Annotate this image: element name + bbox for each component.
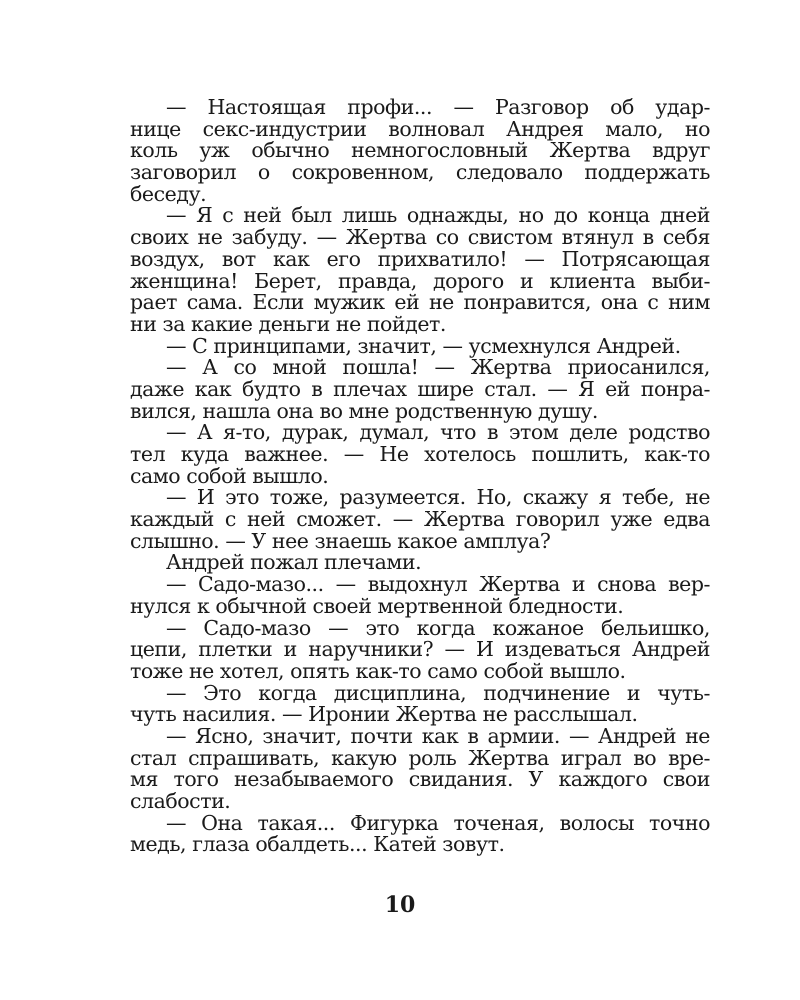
paragraph [130,552,710,574]
text-line: каждый с ней сможет. — Жертва говорил уже едва [130,507,710,532]
paragraph [130,723,710,813]
text-line: беседу. [130,181,207,206]
paragraph [130,487,710,552]
text-line: даже как будто в плечах шире стал. — Я ей понра- [130,376,710,401]
text-line: нице секс-индустрии волновал Андрея мало, но [130,116,710,141]
text-line: коль уж обычно немногословный Жертва вдруг [130,138,710,163]
paragraph [130,333,710,358]
text-line: тоже не хотел, опять как-то само собой вышло. [130,658,626,683]
text-line: мя того незабываемого свидания. У каждого свои [130,767,710,792]
text-line: рает сама. Если мужик ей не понравится, она с ним [130,290,710,315]
text-line: слышно. — У нее знаешь какое амплуа? [130,528,551,553]
paragraph [130,205,710,335]
text-line: воздух, вот как его прихватило! — Потрясающая [130,246,710,271]
text-line: медь, глаза обалдеть... Катей зовут. [130,832,505,857]
paragraph [130,422,710,487]
text-line: вился, нашла она во мне родственную душу. [130,398,598,423]
book-text [130,97,710,856]
text-line: цепи, плетки и наручники? — И издеваться Андрей [130,637,710,662]
text-line: заговорил о сокровенном, следовало поддержать [130,160,710,185]
paragraph [130,357,710,422]
text-line: — А я-то, дурак, думал, что в этом деле родство [166,420,710,445]
paragraph [130,97,710,205]
paragraph [130,680,710,727]
text-line: чуть насилия. — Иронии Жертва не расслышал. [130,702,638,727]
paragraph [130,810,710,857]
text-line: — Ясно, значит, почти как в армии. — Андрей не [166,723,710,748]
text-line: — Она такая... Фигурка точеная, волосы точно [166,810,710,835]
text-line: стал спрашивать, какую роль Жертва играл во вре- [130,745,710,770]
text-line: — Это когда дисциплина, подчинение и чуть- [166,680,710,705]
text-line: нулся к обычной своей мертвенной бледности. [130,593,624,618]
text-line: женщина! Берет, правда, дорого и клиента выби- [130,268,710,293]
text-line: само собой вышло. [130,463,329,488]
text-line: — Садо-мазо... — выдохнул Жертва и снова вер- [166,572,710,597]
text-line: — Настоящая профи... — Разговор об удар- [166,95,710,119]
page-body [130,97,710,856]
text-line: ни за какие деньги не пойдет. [130,311,446,336]
text-line: слабости. [130,789,231,813]
text-line: — И это тоже, разумеется. Но, скажу я тебе, не [166,485,710,510]
text-line: тел куда важнее. — Не хотелось пошлить, как-то [130,442,710,466]
paragraph [130,615,710,683]
text-line: — А со мной пошла! — Жертва приосанился, [166,355,710,380]
text-line: своих не забуду. — Жертва со свистом втянул в себя [130,225,710,250]
text-line: — Я с ней был лишь однажды, но до конца дней [166,203,710,228]
text-line: — С принципами, значит, — усмехнулся Андрей. [166,333,681,358]
paragraph [130,574,710,617]
text-line: — Садо-мазо — это когда кожаное бельишко, [166,615,710,640]
text-line: Андрей пожал плечами. [166,550,422,575]
page-number: 10 [384,892,416,918]
